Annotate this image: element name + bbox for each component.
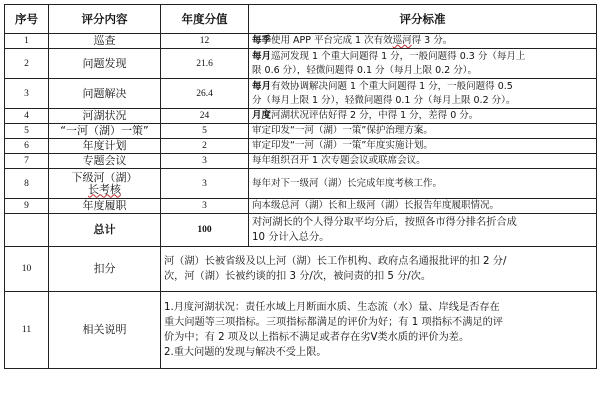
row-item <box>49 169 161 199</box>
row-number: 9 <box>5 199 49 214</box>
row-item: “一河（湖）一策” <box>49 124 161 139</box>
row-standard: 每年对下一级河（湖）长完成年度考核工作。 <box>249 169 597 199</box>
row-score: 26.4 <box>161 79 249 109</box>
row-standard: 审定印发“一河（湖）一策”年度实施计划。 <box>249 139 597 154</box>
standard-text: 分（每月上限 1 分），轻微问题得 0.1 分（每月上限 0.2 分）。 <box>252 94 516 106</box>
row-standard: 审定印发“一河（湖）一策”保护治理方案。 <box>249 124 597 139</box>
standard-prefix: 每季 <box>252 35 272 46</box>
notes-row <box>5 292 597 369</box>
row-score: 2 <box>161 139 249 154</box>
standard-text: 得 3 分。 <box>411 35 453 46</box>
row-item-line: 长考核 <box>88 182 121 196</box>
standard-text: 河湖状况评估好得 2 分，中得 1 分，差得 0 分。 <box>271 110 479 121</box>
standard-text: 有效协调解决问题 1 个重大问题得 1 分，一般问题得 0.5 <box>271 80 513 92</box>
deduct-row <box>5 247 597 292</box>
standard-prefix: 每月 <box>252 50 272 62</box>
row-number: 5 <box>5 124 49 139</box>
row-item: 巡查 <box>49 34 161 49</box>
row-score: 21.6 <box>161 49 249 79</box>
row-standard: 向本级总河（湖）长和上级河（湖）长报告年度履职情况。 <box>249 199 597 214</box>
row-score: 3 <box>161 169 249 199</box>
row-score: 3 <box>161 199 249 214</box>
table-row <box>5 34 597 49</box>
total-score: 100 <box>161 214 249 247</box>
row-item: 河湖状况 <box>49 109 161 124</box>
row-number: 8 <box>5 169 49 199</box>
row-item: 问题发现 <box>49 49 161 79</box>
notes-text <box>161 292 597 369</box>
row-number: 11 <box>5 292 49 369</box>
table-row <box>5 199 597 214</box>
notes-line: 2.重大问题的发现与解决不受上限。 <box>164 347 327 358</box>
standard-text: 巡河发现 1 个重大问题得 1 分，一般问题得 0.3 分（每月上 <box>271 50 526 62</box>
table-row <box>5 169 597 199</box>
notes-line: 重大问题等三项指标。三项指标都满足的评价为好；有 1 项指标不满足的评 <box>164 317 503 328</box>
table-row <box>5 79 597 109</box>
standard-text: 限 0.6 分），轻微问题得 0.1 分（每月上限 0.2 分）。 <box>252 64 477 76</box>
standard-prefix: 月度 <box>252 110 272 121</box>
total-label: 总计 <box>49 214 161 247</box>
row-number: 2 <box>5 49 49 79</box>
total-standard <box>249 214 597 247</box>
row-number: 6 <box>5 139 49 154</box>
row-item: 年度计划 <box>49 139 161 154</box>
row-item: 问题解决 <box>49 79 161 109</box>
row-number <box>5 214 49 247</box>
row-number: 1 <box>5 34 49 49</box>
standard-underlined: 巡河 <box>392 35 412 46</box>
row-standard <box>249 49 597 79</box>
table-row <box>5 124 597 139</box>
total-row <box>5 214 597 247</box>
row-score: 12 <box>161 34 249 49</box>
header-standard: 评分标准 <box>249 5 597 34</box>
deduct-line: 次，河（湖）长被约谈的扣 3 分/次，被问责的扣 5 分/次。 <box>164 271 432 282</box>
row-score: 3 <box>161 154 249 169</box>
notes-line: 1.月度河湖状况：责任水域上月断面水质、生态流（水）量、岸线是否存在 <box>164 302 500 313</box>
row-score: 24 <box>161 109 249 124</box>
table-row <box>5 139 597 154</box>
row-item: 专题会议 <box>49 154 161 169</box>
header-serial: 序号 <box>5 5 49 34</box>
standard-text: 对河湖长的个人得分取平均分后，按照各市得分排名折合成 <box>252 217 517 228</box>
row-standard <box>249 79 597 109</box>
row-item: 相关说明 <box>49 292 161 369</box>
table-row <box>5 109 597 124</box>
standard-prefix: 每月 <box>252 80 272 92</box>
row-standard <box>249 109 597 124</box>
row-item-line: 下级河（湖） <box>71 170 138 184</box>
header-score: 年度分值 <box>161 5 249 34</box>
header-content: 评分内容 <box>49 5 161 34</box>
standard-text: 使用 APP 平台完成 1 次有效 <box>271 35 393 46</box>
row-score: 5 <box>161 124 249 139</box>
row-standard <box>249 34 597 49</box>
standard-text: 10 分计入总分。 <box>252 232 330 243</box>
deduct-text <box>161 247 597 292</box>
notes-line: 价为中；有 2 项及以上指标不满足或者存在劣Ⅴ类水质的评价为差。 <box>164 332 470 343</box>
table-row <box>5 49 597 79</box>
scoring-table <box>4 4 597 369</box>
header-row <box>5 5 597 34</box>
row-number: 7 <box>5 154 49 169</box>
row-number: 10 <box>5 247 49 292</box>
row-item: 年度履职 <box>49 199 161 214</box>
row-standard: 每年组织召开 1 次专题会议或联席会议。 <box>249 154 597 169</box>
table-row <box>5 154 597 169</box>
deduct-line: 河（湖）长被省级及以上河（湖）长工作机构、政府点名通报批评的扣 2 分/ <box>164 256 507 267</box>
row-item: 扣分 <box>49 247 161 292</box>
row-number: 4 <box>5 109 49 124</box>
row-number: 3 <box>5 79 49 109</box>
